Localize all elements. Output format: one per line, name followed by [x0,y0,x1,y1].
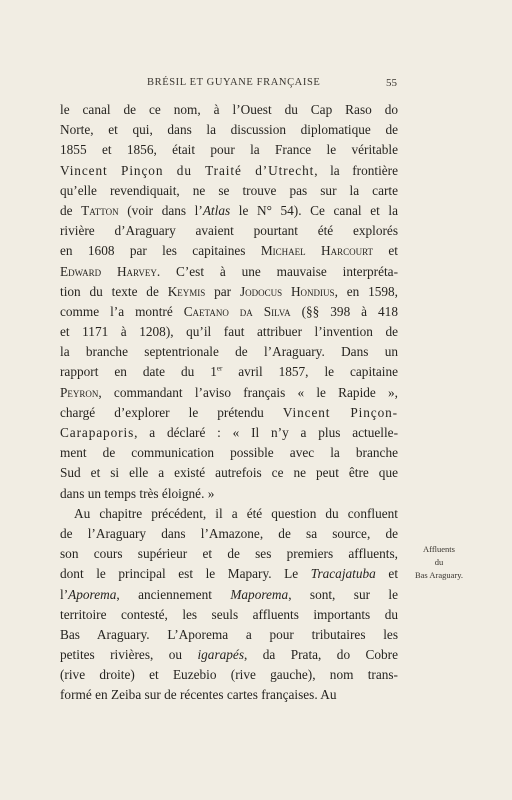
text-segment: Keymis [167,283,206,299]
margin-note-line: Affluents [423,544,455,554]
text-segment: le canal de ce nom, à l’Ouest du Cap Raso do [60,102,398,117]
text-segment: territoire contesté, les seuls affluents importants du [60,606,398,622]
text-segment: par [205,283,240,299]
text-segment: Peyron [60,384,99,400]
text-line [60,302,398,322]
text-line [60,403,398,423]
text-segment: Atlas [202,202,231,218]
text-segment: Sud et si elle a existé autrefois ce ne peut être que [60,465,398,481]
text-line [60,362,398,382]
text-segment: Edward Harvey [60,263,157,279]
text-segment: , commandant l’aviso français « le Rapide », [98,384,398,400]
text-segment: dans un temps très éloigné. » [60,485,215,501]
text-segment: Michael Harcourt [260,243,374,259]
text-line [60,161,398,181]
text-segment: Vincent Pinçon du Traité d’Utrecht [60,162,315,178]
text-line [60,463,398,483]
text-segment: Caetano da Silva [183,303,291,319]
text-segment: le N° 54). Ce canal et la [230,202,398,218]
margin-note-line: Bas Araguary. [414,570,464,580]
text-segment: (voir dans l’ [118,202,203,218]
text-segment: (rive droite) et Euzebio (rive gauche), nom trans- [60,667,398,683]
text-segment: et [373,243,398,259]
text-segment: Norte, et qui, dans la discussion diplomatique de [60,122,398,138]
text-line [60,443,398,463]
text-segment: avril 1857, le capitaine [222,364,398,380]
text-segment: Au chapitre précédent, il a été question du confluent [74,505,398,521]
text-line [60,322,398,342]
text-segment: en 1608 par les capitaines [60,243,261,259]
text-segment: ment de communication possible avec la branche [60,445,398,461]
text-segment: chargé d’explorer le prétendu [60,404,283,420]
text-segment: 1855 et 1856, était pour la France le véritable [60,142,398,158]
text-line [60,120,398,140]
text-segment: de l’Araguary dans l’Amazone, de sa source, de [60,525,398,541]
text-segment: et 1171 à 1208), qu’il faut attribuer l’invention de [60,324,398,340]
text-segment: qu’elle revendiquait, ne se trouve pas sur la carte [60,182,398,198]
text-line [60,241,398,261]
text-line [60,262,398,282]
text-line [60,625,398,645]
text-segment: , la frontière [314,162,399,178]
text-line [60,504,398,524]
text-segment: , da Prata, do Cobre [244,647,398,663]
body-text [60,100,398,706]
running-title: BRÉSIL ET GUYANE FRANÇAISE [147,77,321,88]
text-segment: tion du texte de [60,283,168,299]
text-line [60,383,398,403]
text-segment: la branche septentrionale de l’Araguary. Dans un [60,344,398,360]
text-line [60,201,398,221]
text-segment: , a déclaré : « Il n’y a plus actuelle- [134,425,398,440]
text-line [60,605,398,625]
text-line [60,221,398,241]
text-segment: l’ [60,586,69,602]
text-segment: Jodocus Hondius [239,283,335,299]
text-segment: Maporema [230,586,289,602]
text-line [60,181,398,201]
text-segment: rapport en date du 1 [60,364,217,380]
text-segment: formé en Zeiba sur de récentes cartes françaises. Au [60,687,337,703]
text-segment: , en 1598, [334,283,399,299]
text-segment: , anciennement [116,586,231,602]
text-line [60,423,398,443]
text-segment: (§§ 398 à 418 [290,303,398,319]
text-line [60,484,398,504]
text-segment: er [216,365,223,374]
text-line [60,100,398,120]
text-segment: Tatton [81,202,119,218]
text-segment: comme l’a montré [60,303,184,319]
text-line [60,564,398,584]
page-number: 55 [386,77,397,89]
page-header [0,77,512,93]
text-segment: son cours supérieur et de ses premiers affluents, [60,546,398,562]
text-line [60,645,398,665]
text-segment: de [60,202,82,218]
text-line [60,685,398,705]
text-line [60,140,398,160]
text-segment: rivière d’Araguary avaient pourtant été explorés [60,223,398,239]
text-line [60,342,398,362]
margin-note-line: du [434,557,444,567]
text-segment: Bas Araguary. L’Aporema a pour tributaires les [60,626,398,642]
text-line [60,544,398,564]
text-segment: Aporema [68,586,117,602]
text-segment: Vincent Pinçon- [282,404,399,420]
text-line [60,665,398,685]
text-segment: petites rivières, ou [60,647,198,663]
text-segment: et [375,566,399,582]
text-line [60,585,398,605]
text-segment: Carapaporis [60,425,135,440]
text-segment: igarapés [197,647,245,663]
text-line [60,524,398,544]
text-segment: dont le principal est le Mapary. Le [60,566,311,582]
text-line [60,282,398,302]
text-segment: Tracajatuba [310,566,376,582]
margin-note [406,543,472,582]
text-segment: , sont, sur le [288,586,398,602]
text-segment: . C’est à une mauvaise interpréta- [156,263,398,279]
